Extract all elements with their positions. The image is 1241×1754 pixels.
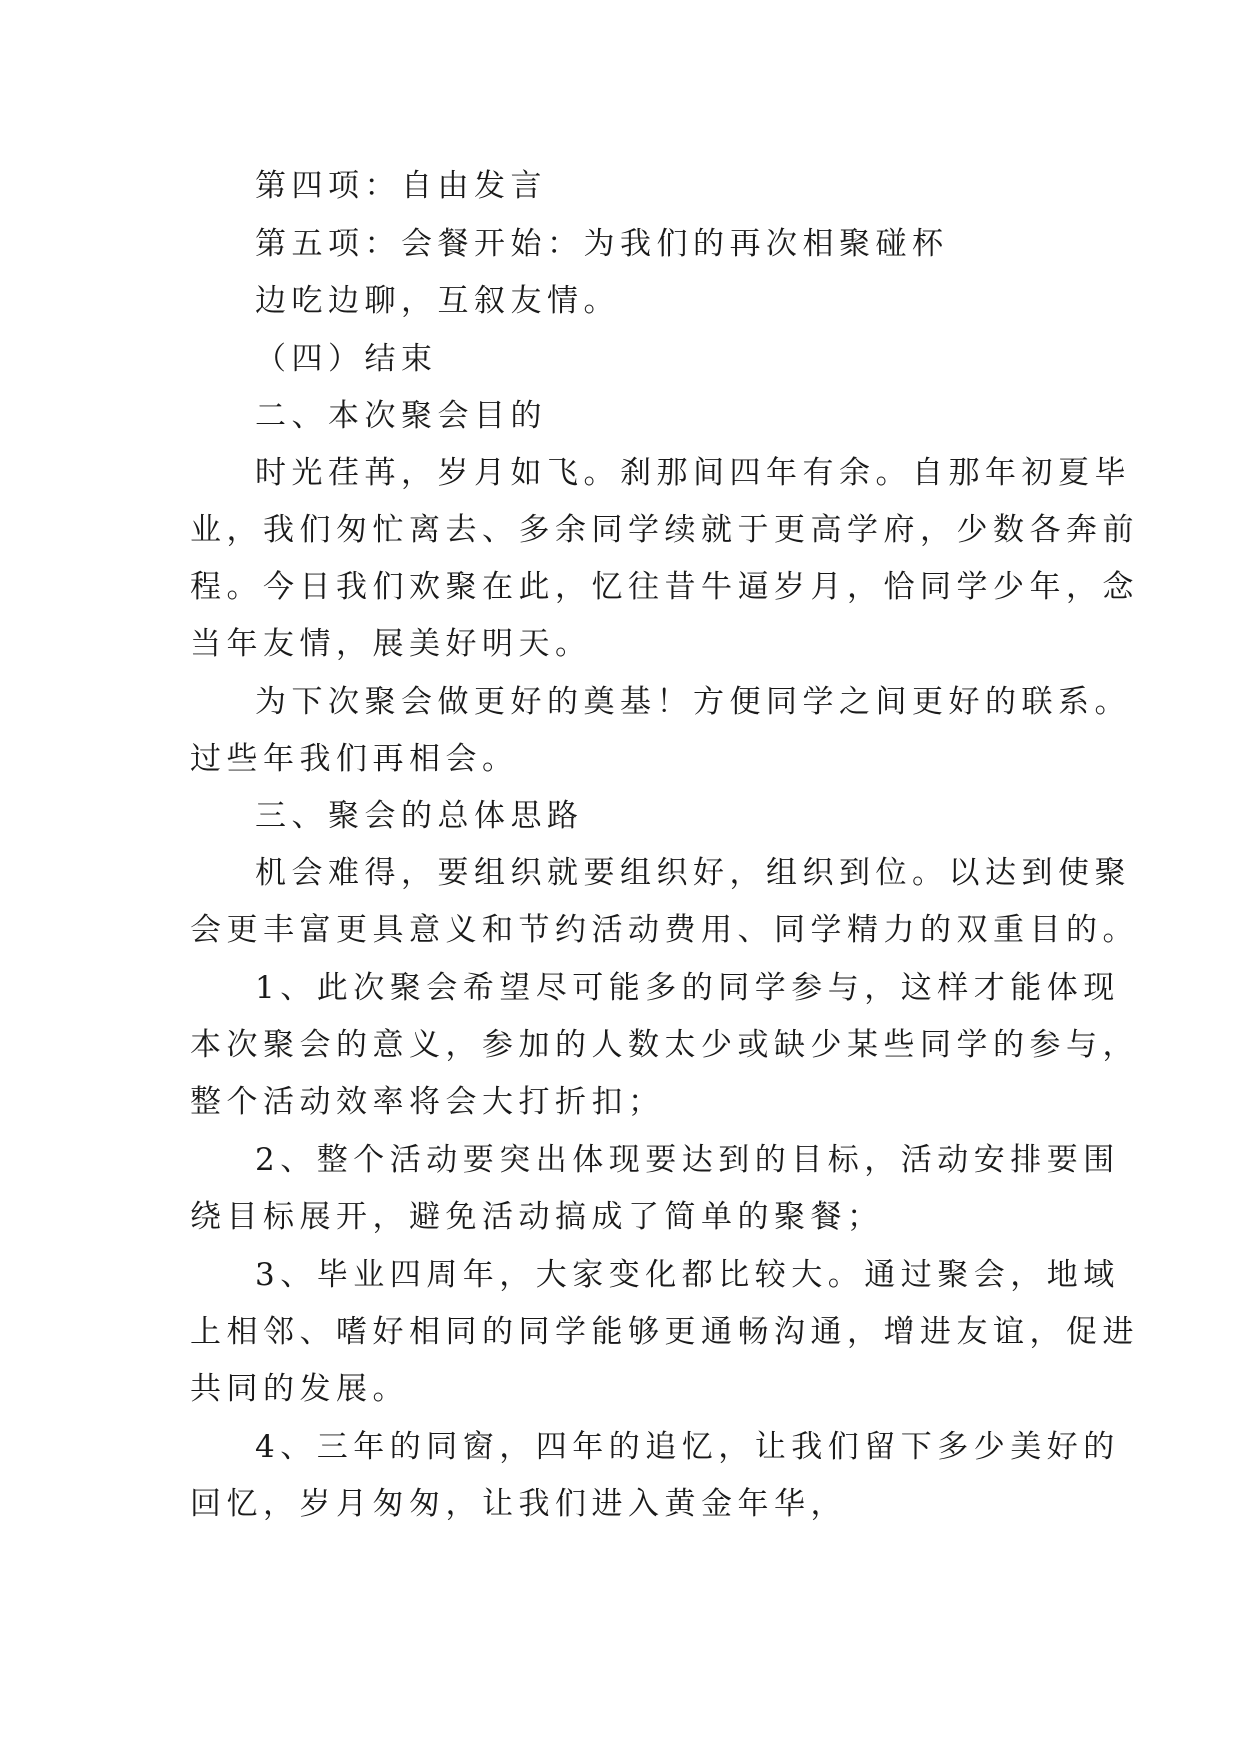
paragraph-line: 时光荏苒，岁月如飞。刹那间四年有余。自那年初夏毕 [255, 455, 1131, 491]
list-item-3: 3、毕业四周年，大家变化都比较大。通过聚会，地域 [255, 1257, 1120, 1293]
agenda-item-5-detail: 边吃边聊，互叙友情。 [255, 283, 620, 319]
list-item-1: 1、此次聚会希望尽可能多的同学参与，这样才能体现 [255, 970, 1120, 1006]
list-item-2-cont: 绕目标展开，避免活动搞成了简单的聚餐； [190, 1199, 884, 1235]
list-item-4: 4、三年的同窗，四年的追忆，让我们留下多少美好的 [255, 1429, 1120, 1465]
paragraph-line: 业，我们匆忙离去、多余同学续就于更高学府，少数各奔前 [190, 512, 1139, 548]
agenda-item-5: 第五项：会餐开始：为我们的再次相聚碰杯 [255, 226, 949, 262]
section-2-heading: 二、本次聚会目的 [255, 398, 547, 434]
paragraph-line: 过些年我们再相会。 [190, 741, 519, 777]
paragraph-line: 程。今日我们欢聚在此，忆往昔牛逼岁月，恰同学少年，念 [190, 569, 1139, 605]
list-item-3-cont: 共同的发展。 [190, 1371, 409, 1407]
agenda-item-4: 第四项：自由发言 [255, 168, 547, 204]
section-end-heading: （四）结束 [255, 341, 438, 377]
section-3-heading: 三、聚会的总体思路 [255, 798, 584, 834]
paragraph-line: 当年友情，展美好明天。 [190, 626, 592, 662]
list-item-1-cont: 本次聚会的意义，参加的人数太少或缺少某些同学的参与， [190, 1027, 1139, 1063]
list-item-1-cont: 整个活动效率将会大打折扣； [190, 1084, 665, 1120]
list-item-3-cont: 上相邻、嗜好相同的同学能够更通畅沟通，增进友谊，促进 [190, 1314, 1139, 1350]
paragraph-line: 为下次聚会做更好的奠基！方便同学之间更好的联系。 [255, 684, 1131, 720]
paragraph-line: 机会难得，要组织就要组织好，组织到位。以达到使聚 [255, 855, 1131, 891]
list-item-2: 2、整个活动要突出体现要达到的目标，活动安排要围 [255, 1142, 1120, 1178]
paragraph-line: 会更丰富更具意义和节约活动费用、同学精力的双重目的。 [190, 912, 1139, 948]
list-item-4-cont: 回忆，岁月匆匆，让我们进入黄金年华， [190, 1486, 847, 1522]
